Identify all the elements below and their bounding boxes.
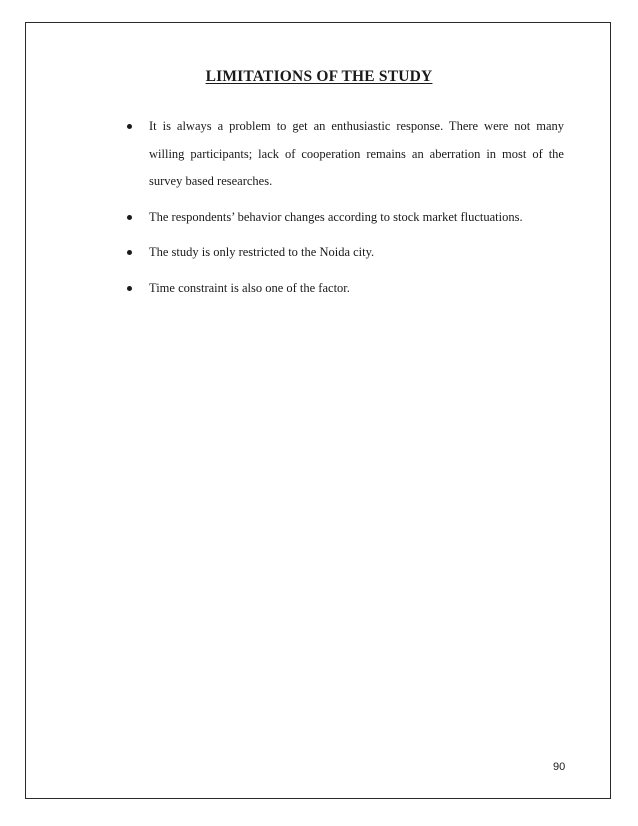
list-item [127,275,564,303]
page-number: 90 [553,761,566,773]
list-item-text: It is always a problem to get an enthusiastic response. There were not many willing participants; lack of cooperation remains an aberration in most of the survey based researches. [149,119,564,188]
list-item [127,204,564,232]
bullet-icon [127,250,132,255]
page-title: LIMITATIONS OF THE STUDY [205,68,433,85]
bullet-icon [127,124,132,129]
bullet-icon [127,286,132,291]
list-item [127,239,564,267]
list-item-text: The respondents’ behavior changes according to stock market fluctuations. [149,209,523,224]
list-item-text: The study is only restricted to the Noida city. [149,245,375,259]
limitations-list [127,113,564,310]
list-item-text: Time constraint is also one of the factor. [149,280,350,295]
bullet-icon [127,215,132,220]
list-item [127,113,564,196]
